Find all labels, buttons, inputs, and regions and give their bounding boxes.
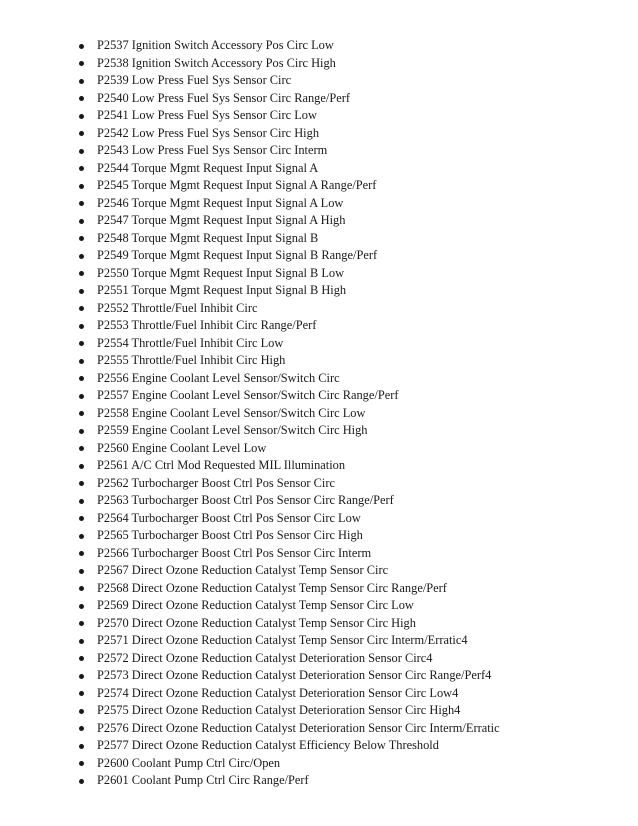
list-item-text: P2573 Direct Ozone Reduction Catalyst Deterioration Sensor Circ Range/Perf4 [97, 668, 492, 682]
list-item [79, 230, 619, 248]
bullet-icon [79, 744, 84, 749]
bullet-icon [79, 674, 84, 679]
list-item [79, 370, 619, 388]
list-item-text: P2556 Engine Coolant Level Sensor/Switch Circ [97, 370, 340, 385]
list-item [79, 492, 619, 510]
list-item [79, 195, 619, 213]
list-item-text: P2537 Ignition Switch Accessory Pos Circ Low [97, 38, 334, 52]
bullet-icon [79, 61, 84, 66]
bullet-icon [79, 516, 84, 521]
bullet-icon [79, 586, 84, 591]
bullet-icon [79, 271, 84, 276]
list-item-text: P2543 Low Press Fuel Sys Sensor Circ Interm [97, 143, 328, 157]
bullet-icon [79, 96, 84, 101]
bullet-icon [79, 551, 84, 556]
list-item [79, 212, 619, 230]
list-item-text: P2552 Throttle/Fuel Inhibit Circ [97, 300, 258, 315]
list-item-text: P2554 Throttle/Fuel Inhibit Circ Low [97, 335, 284, 350]
list-item [79, 387, 619, 405]
list-item [79, 352, 619, 370]
list-item-text: P2542 Low Press Fuel Sys Sensor Circ High [97, 125, 320, 140]
bullet-icon [79, 709, 84, 714]
bullet-icon [79, 44, 84, 49]
bullet-icon [79, 534, 84, 539]
bullet-icon [79, 726, 84, 731]
list-item [79, 632, 619, 650]
list-item-text: P2557 Engine Coolant Level Sensor/Switch Circ Range/Perf [97, 388, 399, 402]
list-item-text: P2553 Throttle/Fuel Inhibit Circ Range/Perf [97, 318, 317, 332]
list-item [79, 90, 619, 108]
bullet-icon [79, 149, 84, 154]
bullet-icon [79, 464, 84, 469]
list-item-text: P2569 Direct Ozone Reduction Catalyst Temp Sensor Circ Low [97, 598, 414, 612]
list-item [79, 527, 619, 545]
list-item-text: P2540 Low Press Fuel Sys Sensor Circ Range/Perf [97, 90, 350, 105]
list-item-text: P2558 Engine Coolant Level Sensor/Switch Circ Low [97, 405, 366, 420]
bullet-icon [79, 656, 84, 661]
list-item [79, 562, 619, 580]
bullet-icon [79, 359, 84, 364]
list-item-text: P2551 Torque Mgmt Request Input Signal B High [97, 283, 347, 297]
list-item [79, 107, 619, 125]
list-item [79, 580, 619, 598]
bullet-icon [79, 376, 84, 381]
bullet-icon [79, 114, 84, 119]
list-item-text: P2574 Direct Ozone Reduction Catalyst Deterioration Sensor Circ Low4 [97, 685, 459, 700]
list-item [79, 510, 619, 528]
list-item [79, 422, 619, 440]
list-item-text: P2562 Turbocharger Boost Ctrl Pos Sensor Circ [97, 475, 335, 490]
bullet-icon [79, 499, 84, 504]
list-item-text: P2550 Torque Mgmt Request Input Signal B Low [97, 265, 345, 280]
list-item [79, 177, 619, 195]
list-item-text: P2548 Torque Mgmt Request Input Signal B [97, 230, 319, 245]
list-item-text: P2600 Coolant Pump Ctrl Circ/Open [97, 755, 281, 770]
list-item-text: P2563 Turbocharger Boost Ctrl Pos Sensor Circ Range/Perf [97, 493, 394, 507]
list-item [79, 772, 619, 790]
bullet-icon [79, 324, 84, 329]
bullet-icon [79, 691, 84, 696]
list-item [79, 37, 619, 55]
list-item [79, 405, 619, 423]
bullet-icon [79, 639, 84, 644]
bullet-icon [79, 481, 84, 486]
list-item [79, 667, 619, 685]
list-item-text: P2567 Direct Ozone Reduction Catalyst Temp Sensor Circ [97, 563, 389, 577]
list-item [79, 300, 619, 318]
bullet-icon [79, 429, 84, 434]
list-item [79, 55, 619, 73]
list-item [79, 737, 619, 755]
list-item-text: P2601 Coolant Pump Ctrl Circ Range/Perf [97, 773, 309, 787]
list-item [79, 615, 619, 633]
list-item [79, 142, 619, 160]
list-item-text: P2549 Torque Mgmt Request Input Signal B Range/Perf [97, 248, 378, 262]
bullet-icon [79, 569, 84, 574]
list-item [79, 457, 619, 475]
bullet-icon [79, 254, 84, 259]
list-item [79, 125, 619, 143]
bullet-icon [79, 394, 84, 399]
list-item [79, 545, 619, 563]
bullet-icon [79, 411, 84, 416]
list-item [79, 72, 619, 90]
list-item-text: P2559 Engine Coolant Level Sensor/Switch Circ High [97, 423, 368, 437]
bullet-icon [79, 341, 84, 346]
list-item-text: P2544 Torque Mgmt Request Input Signal A [97, 160, 319, 175]
list-item [79, 317, 619, 335]
list-item [79, 265, 619, 283]
list-item-text: P2555 Throttle/Fuel Inhibit Circ High [97, 353, 286, 367]
list-item [79, 247, 619, 265]
list-item-text: P2547 Torque Mgmt Request Input Signal A High [97, 213, 346, 227]
bullet-icon [79, 166, 84, 171]
list-item [79, 475, 619, 493]
list-item-text: P2566 Turbocharger Boost Ctrl Pos Sensor Circ Interm [97, 545, 372, 560]
list-item-text: P2576 Direct Ozone Reduction Catalyst Deterioration Sensor Circ Interm/Erratic [97, 720, 500, 735]
list-item-text: P2539 Low Press Fuel Sys Sensor Circ [97, 73, 292, 87]
list-item [79, 597, 619, 615]
list-item [79, 160, 619, 178]
list-item-text: P2538 Ignition Switch Accessory Pos Circ High [97, 55, 336, 70]
bullet-icon [79, 604, 84, 609]
list-item [79, 702, 619, 720]
bullet-icon [79, 79, 84, 84]
list-item-text: P2571 Direct Ozone Reduction Catalyst Temp Sensor Circ Interm/Erratic4 [97, 633, 468, 647]
bullet-icon [79, 184, 84, 189]
list-item-text: P2545 Torque Mgmt Request Input Signal A Range/Perf [97, 178, 377, 192]
trouble-code-list [79, 37, 619, 790]
list-item-text: P2561 A/C Ctrl Mod Requested MIL Illumination [97, 458, 346, 472]
bullet-icon [79, 306, 84, 311]
bullet-icon [79, 219, 84, 224]
list-item [79, 650, 619, 668]
list-item [79, 440, 619, 458]
bullet-icon [79, 761, 84, 766]
bullet-icon [79, 446, 84, 451]
list-item-text: P2560 Engine Coolant Level Low [97, 440, 267, 455]
list-item-text: P2564 Turbocharger Boost Ctrl Pos Sensor Circ Low [97, 510, 361, 525]
list-item-text: P2572 Direct Ozone Reduction Catalyst Deterioration Sensor Circ4 [97, 650, 433, 665]
bullet-icon [79, 289, 84, 294]
list-item-text: P2546 Torque Mgmt Request Input Signal A Low [97, 195, 344, 210]
bullet-icon [79, 236, 84, 241]
list-item-text: P2577 Direct Ozone Reduction Catalyst Efficiency Below Threshold [97, 738, 439, 752]
bullet-icon [79, 621, 84, 626]
list-item [79, 335, 619, 353]
list-item [79, 282, 619, 300]
list-item-text: P2541 Low Press Fuel Sys Sensor Circ Low [97, 108, 317, 122]
list-item-text: P2568 Direct Ozone Reduction Catalyst Temp Sensor Circ Range/Perf [97, 580, 447, 595]
list-item-text: P2565 Turbocharger Boost Ctrl Pos Sensor Circ High [97, 528, 363, 542]
list-item [79, 685, 619, 703]
list-item [79, 755, 619, 773]
list-item-text: P2575 Direct Ozone Reduction Catalyst Deterioration Sensor Circ High4 [97, 703, 461, 717]
list-item [79, 720, 619, 738]
bullet-icon [79, 779, 84, 784]
bullet-icon [79, 131, 84, 136]
bullet-icon [79, 201, 84, 206]
list-item-text: P2570 Direct Ozone Reduction Catalyst Temp Sensor Circ High [97, 615, 416, 630]
